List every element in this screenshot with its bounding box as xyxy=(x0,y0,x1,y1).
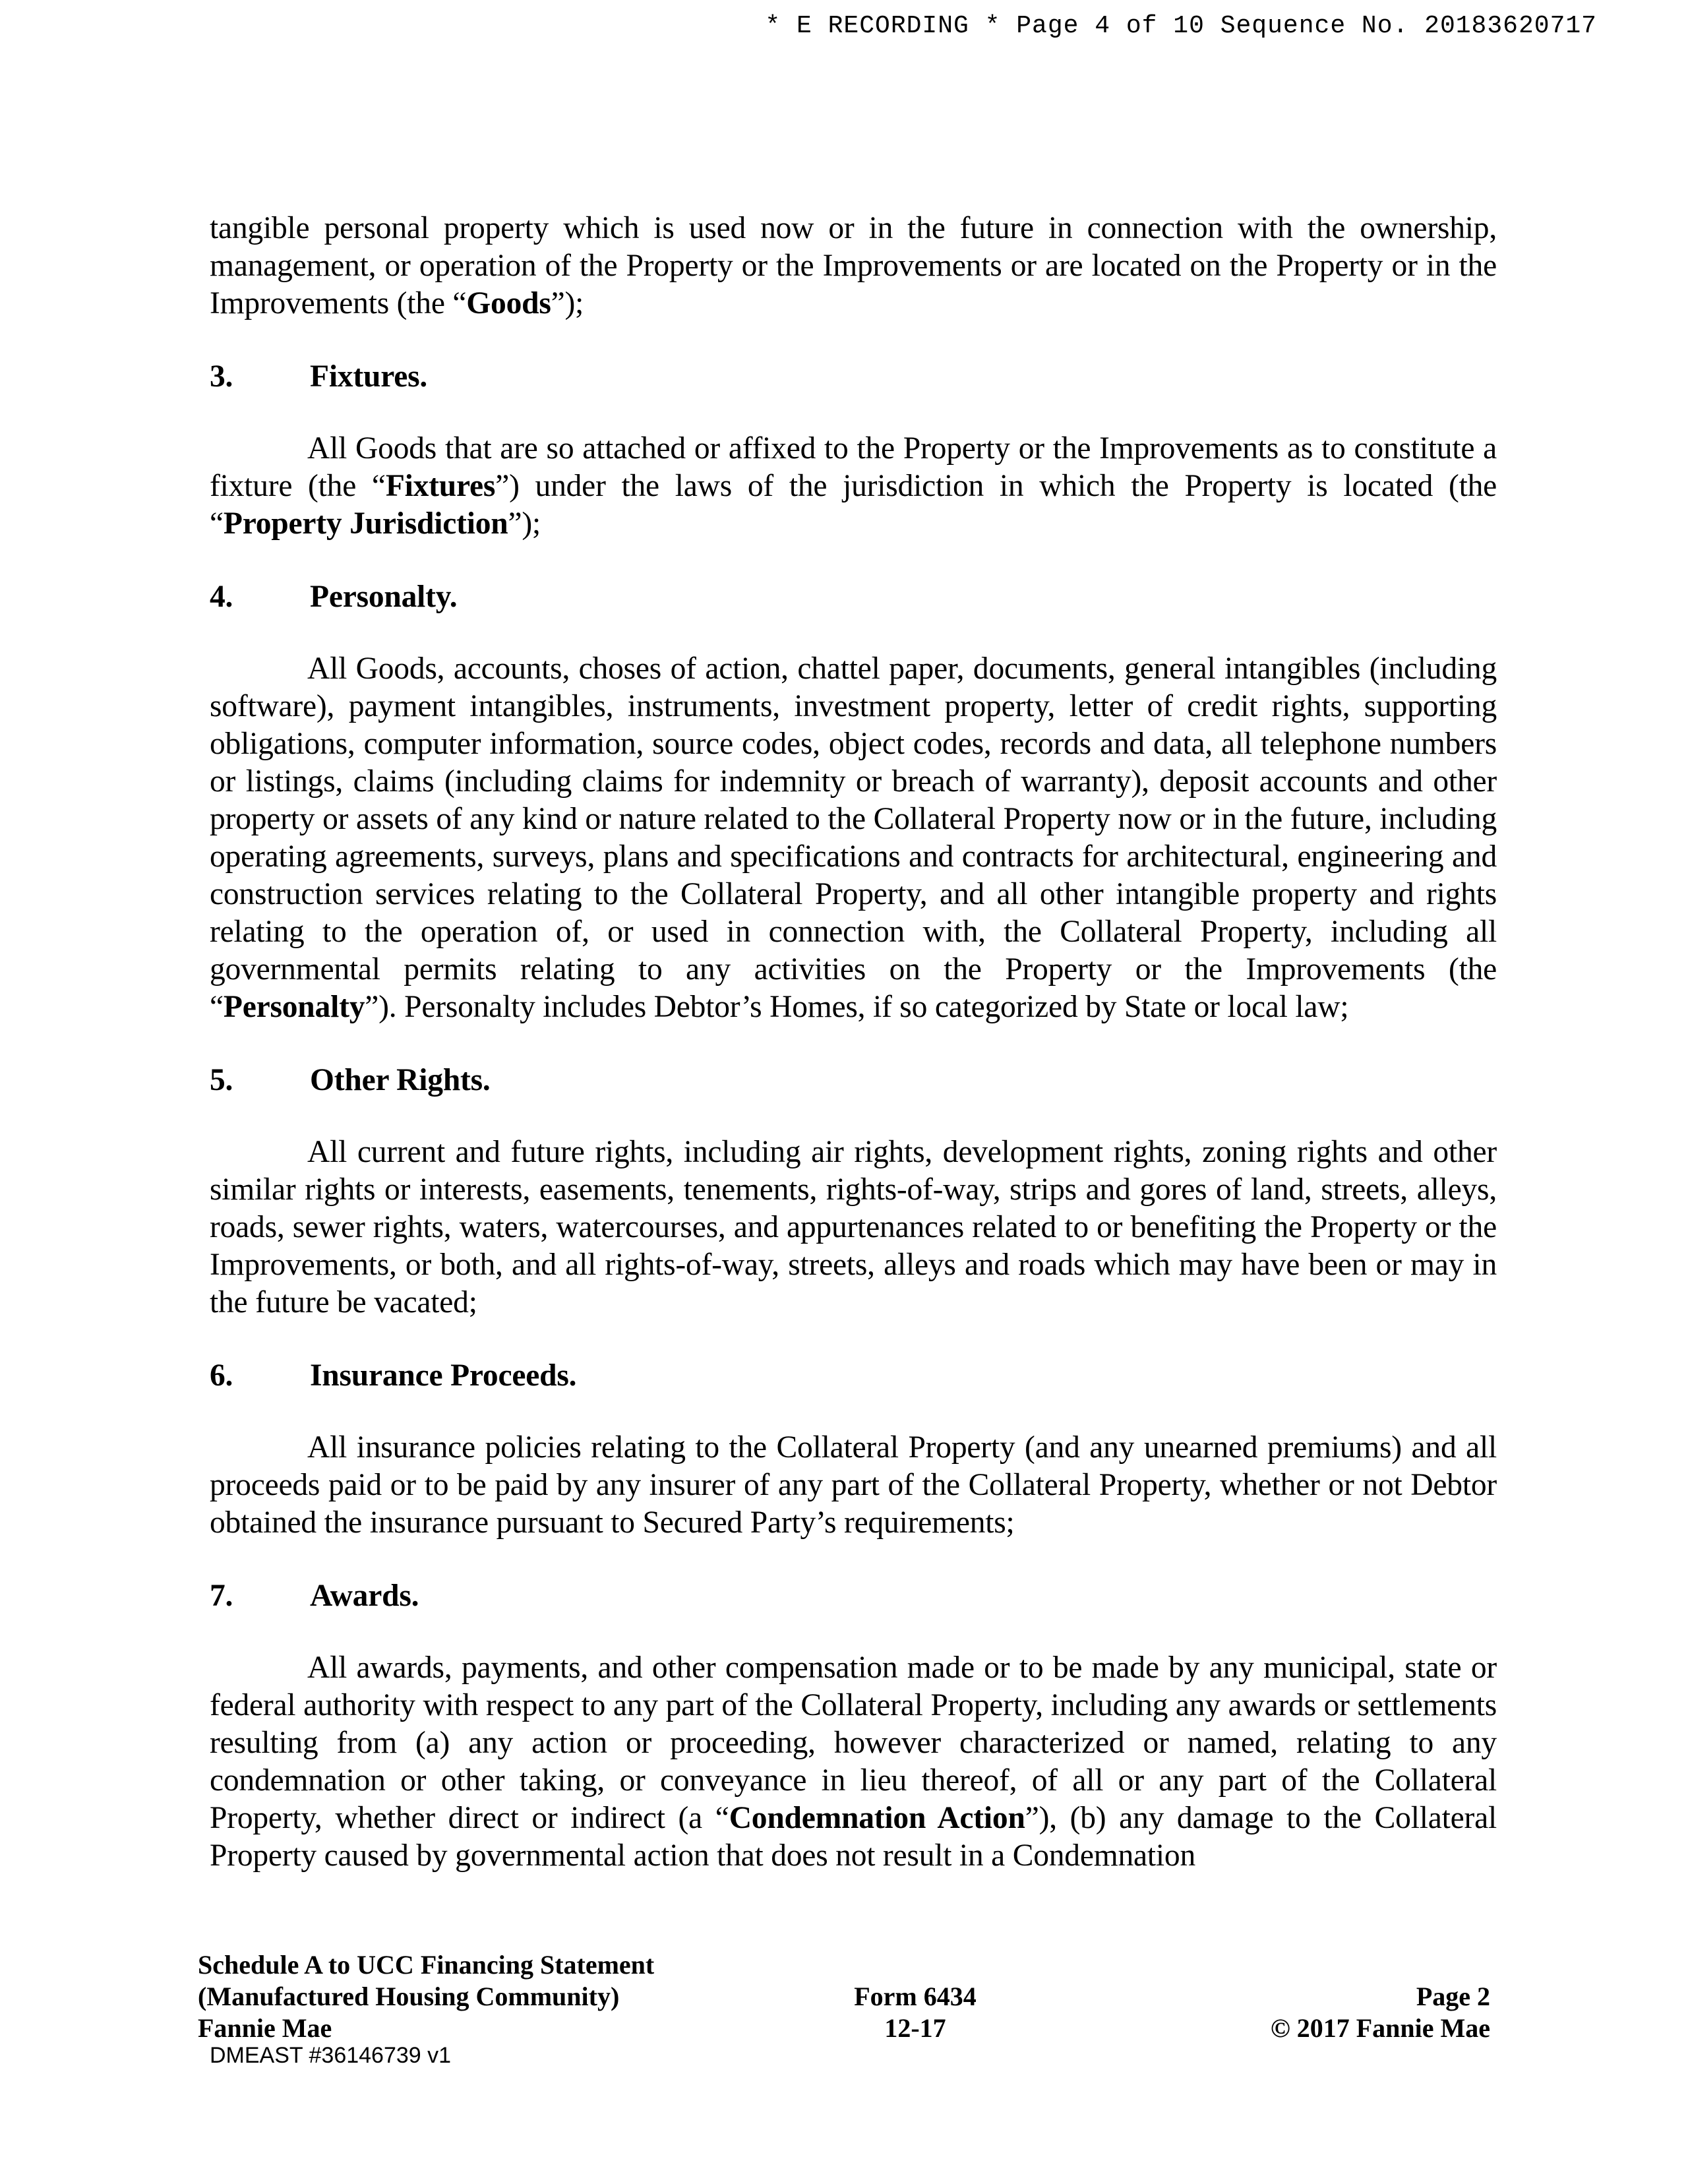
section-paragraph-insurance: All insurance policies relating to the Collateral Property (and any unearned premiums) and all proceeds paid or to be paid by any insurer of any part of the Collateral Property, whether or not Debtor obtained the insurance pursuant to Secured Party’s requirements; xyxy=(210,1430,1497,1540)
section-number: 3. xyxy=(210,359,233,394)
section-title: Awards. xyxy=(310,1579,419,1613)
footer-copyright: © 2017 Fannie Mae xyxy=(1270,2013,1490,2043)
section-paragraph-other-rights: All current and future rights, including air rights, development rights, zoning rights and other similar rights or interests, easements, tenements, rights-of-way, strips and gores of land, streets, alleys, roads, sewer rights, waters, watercourses, and appurtenances related to or benefiting the Property or the Improvements, or both, and all rights-of-way, streets, alleys and roads which may have been or may in the future be vacated; xyxy=(210,1135,1497,1320)
section-title: Fixtures. xyxy=(310,359,428,394)
page-body xyxy=(210,210,1497,1875)
paragraph-text: All Goods, accounts, choses of action, chattel paper, documents, general intangibles (including software), payment intangibles, instruments, investment property, letter of credit rights, supporting obligations, computer information, source codes, object codes, records and data, all telephone numbers or listings, claims (including claims for indemnity or breach of warranty), deposit accounts and other property or assets of any kind or nature related to the Collateral Property now or in the future, including operating agreements, surveys, plans and specifications and contracts for architectural, engineering and construction services relating to the Collateral Property, and all other intangible property and rights relating to the operation of, or used in connection with, the Collateral Property, including all governmental permits relating to any activities on the Property or the Improvements (the “ xyxy=(210,652,1497,1024)
footer-center xyxy=(836,1981,994,2044)
paragraph-text: ”), (b) any damage to the Collateral Property caused by governmental action that does not result in a Condemnation xyxy=(210,1801,1497,1873)
document-number: DMEAST #36146739 v1 xyxy=(210,2043,452,2068)
footer-form-number: Form 6434 xyxy=(854,1982,977,2011)
section-title: Insurance Proceeds. xyxy=(310,1358,577,1393)
defined-term-property-jurisdiction: Property Jurisdiction xyxy=(223,506,508,541)
section-number: 6. xyxy=(210,1358,233,1393)
footer-form-date: 12-17 xyxy=(884,2013,946,2043)
defined-term-goods: Goods xyxy=(466,286,551,320)
section-paragraph-awards xyxy=(210,1649,1497,1875)
intro-text: tangible personal property which is used now or in the future in connection with the ownership, management, or operation of the Property or the Improvements or are located on the Property or in the Improvements (the “ xyxy=(210,211,1497,320)
section-paragraph-fixtures xyxy=(210,430,1497,543)
footer-issuer: Fannie Mae xyxy=(198,2013,332,2043)
section-paragraph-personalty xyxy=(210,650,1497,1026)
paragraph-text: ”); xyxy=(508,506,541,541)
footer-community-type: (Manufactured Housing Community) xyxy=(198,1982,620,2011)
paragraph-text: ”) under the laws of the jurisdiction in which the Property is located (the “ xyxy=(210,469,1497,541)
section-heading-insurance xyxy=(210,1357,1497,1395)
defined-term-personalty: Personalty xyxy=(223,990,365,1024)
footer-schedule-title: Schedule A to UCC Financing Statement xyxy=(198,1950,655,1980)
intro-paragraph xyxy=(210,210,1497,322)
section-heading-other-rights xyxy=(210,1062,1497,1099)
section-title: Personalty. xyxy=(310,580,458,614)
section-heading-personalty xyxy=(210,578,1497,616)
footer-right xyxy=(1271,1981,1490,2044)
footer-left xyxy=(198,1949,654,2044)
section-number: 7. xyxy=(210,1579,233,1613)
intro-text-end: ”); xyxy=(551,286,584,320)
section-title: Other Rights. xyxy=(310,1063,491,1097)
footer-page-number: Page 2 xyxy=(1416,1982,1490,2011)
defined-term-fixtures: Fixtures xyxy=(385,469,496,503)
section-heading-awards xyxy=(210,1577,1497,1615)
defined-term-condemnation-action: Condemnation Action xyxy=(729,1801,1025,1835)
recording-header: * E RECORDING * Page 4 of 10 Sequence No. 20183620717 xyxy=(765,12,1597,40)
paragraph-text: ”). Personalty includes Debtor’s Homes, if so categorized by State or local law; xyxy=(365,990,1349,1024)
section-number: 4. xyxy=(210,580,233,614)
paragraph-text: All awards, payments, and other compensation made or to be made by any municipal, state or federal authority with respect to any part of the Collateral Property, including any awards or settlements resulting from (a) any action or proceeding, however characterized or named, relating to any condemnation or other taking, or conveyance in lieu thereof, of all or any part of the Collateral Property, whether direct or indirect (a “ xyxy=(210,1651,1497,1835)
section-number: 5. xyxy=(210,1063,233,1097)
section-heading-fixtures xyxy=(210,358,1497,396)
paragraph-text: All Goods that are so attached or affixed to the Property or the Improvements as to constitute a fixture (the “ xyxy=(210,431,1497,503)
